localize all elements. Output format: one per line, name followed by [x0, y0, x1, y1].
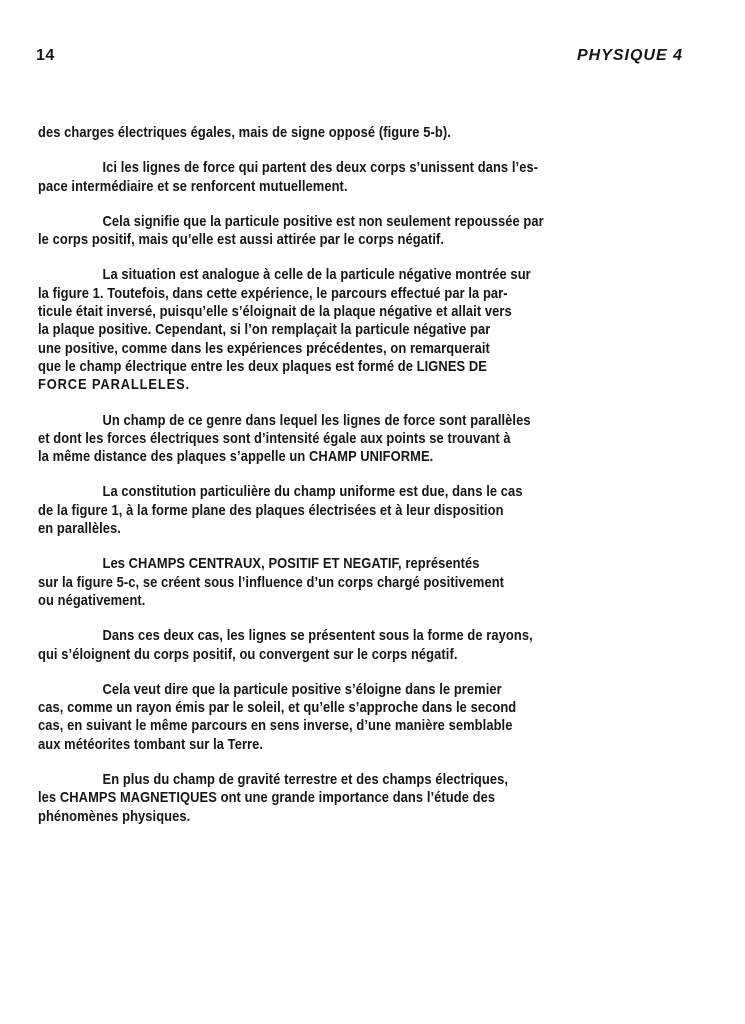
text-line: Un champ de ce genre dans lequel les lignes de force sont parallèles — [102, 411, 531, 429]
text-line: ou négativement. — [38, 591, 146, 609]
paragraph — [38, 771, 688, 826]
paragraph — [38, 483, 688, 538]
paragraph — [38, 266, 688, 394]
text-line: qui s’éloignent du corps positif, ou convergent sur le corps négatif. — [38, 645, 458, 663]
text-line: des charges électriques égales, mais de signe opposé (figure 5-b). — [38, 124, 451, 141]
paragraph — [38, 681, 688, 754]
text-line: la même distance des plaques s’appelle un CHAMP UNIFORME. — [38, 448, 434, 466]
text-line: de la figure 1, à la forme plane des plaques électrisées et à leur disposition — [38, 501, 504, 519]
text-line: une positive, comme dans les expériences précédentes, on remarquerait — [38, 339, 490, 357]
text-line: Dans ces deux cas, les lignes se présentent sous la forme de rayons, — [102, 627, 533, 645]
text-line: FORCE PARALLELES. — [38, 376, 190, 394]
text-line: Les CHAMPS CENTRAUX, POSITIF ET NEGATIF, représentés — [102, 555, 480, 573]
paragraph — [38, 124, 688, 142]
text-line: Ici les lignes de force qui partent des deux corps s’unissent dans l’es- — [102, 159, 539, 177]
paragraph — [38, 627, 688, 664]
text-line: cas, en suivant le même parcours en sens inverse, d’une manière semblable — [38, 717, 513, 735]
text-line: ticule était inversé, puisqu’elle s’éloignait de la plaque négative et allait vers — [38, 303, 512, 321]
page-number: 14 — [36, 47, 55, 64]
paragraph — [38, 555, 688, 610]
page-header — [36, 47, 683, 71]
running-title: PHYSIQUE 4 — [576, 47, 683, 64]
text-line: En plus du champ de gravité terrestre et des champs électriques, — [102, 771, 509, 789]
text-line: la figure 1. Toutefois, dans cette expérience, le parcours effectué par la par- — [38, 284, 508, 302]
text-line: La constitution particulière du champ uniforme est due, dans le cas — [102, 483, 523, 501]
paragraph — [38, 159, 688, 196]
text-line: pace intermédiaire et se renforcent mutuellement. — [38, 177, 348, 195]
paragraph — [38, 213, 688, 250]
text-line: sur la figure 5-c, se créent sous l’influence d’un corps chargé positivement — [38, 573, 505, 591]
body-text — [38, 124, 688, 843]
text-line: en parallèles. — [38, 520, 121, 538]
text-line: phénomènes physiques. — [38, 807, 191, 825]
text-line: la plaque positive. Cependant, si l’on remplaçait la particule négative par — [38, 321, 491, 339]
text-line: que le champ électrique entre les deux plaques est formé de LIGNES DE — [38, 357, 487, 375]
text-line: Cela signifie que la particule positive est non seulement repoussée par — [102, 212, 544, 230]
text-line: les CHAMPS MAGNETIQUES ont une grande importance dans l’étude des — [38, 789, 496, 807]
text-line: aux météorites tombant sur la Terre. — [38, 735, 264, 753]
text-line: et dont les forces électriques sont d’intensité égale aux points se trouvant à — [38, 429, 511, 447]
text-line: Cela veut dire que la particule positive s’éloigne dans le premier — [102, 680, 502, 698]
text-line: le corps positif, mais qu’elle est aussi attirée par le corps négatif. — [38, 231, 445, 249]
paragraph — [38, 412, 688, 467]
text-line: cas, comme un rayon émis par le soleil, et qu’elle s’approche dans le second — [38, 699, 517, 717]
text-line: La situation est analogue à celle de la particule négative montrée sur — [102, 266, 531, 284]
